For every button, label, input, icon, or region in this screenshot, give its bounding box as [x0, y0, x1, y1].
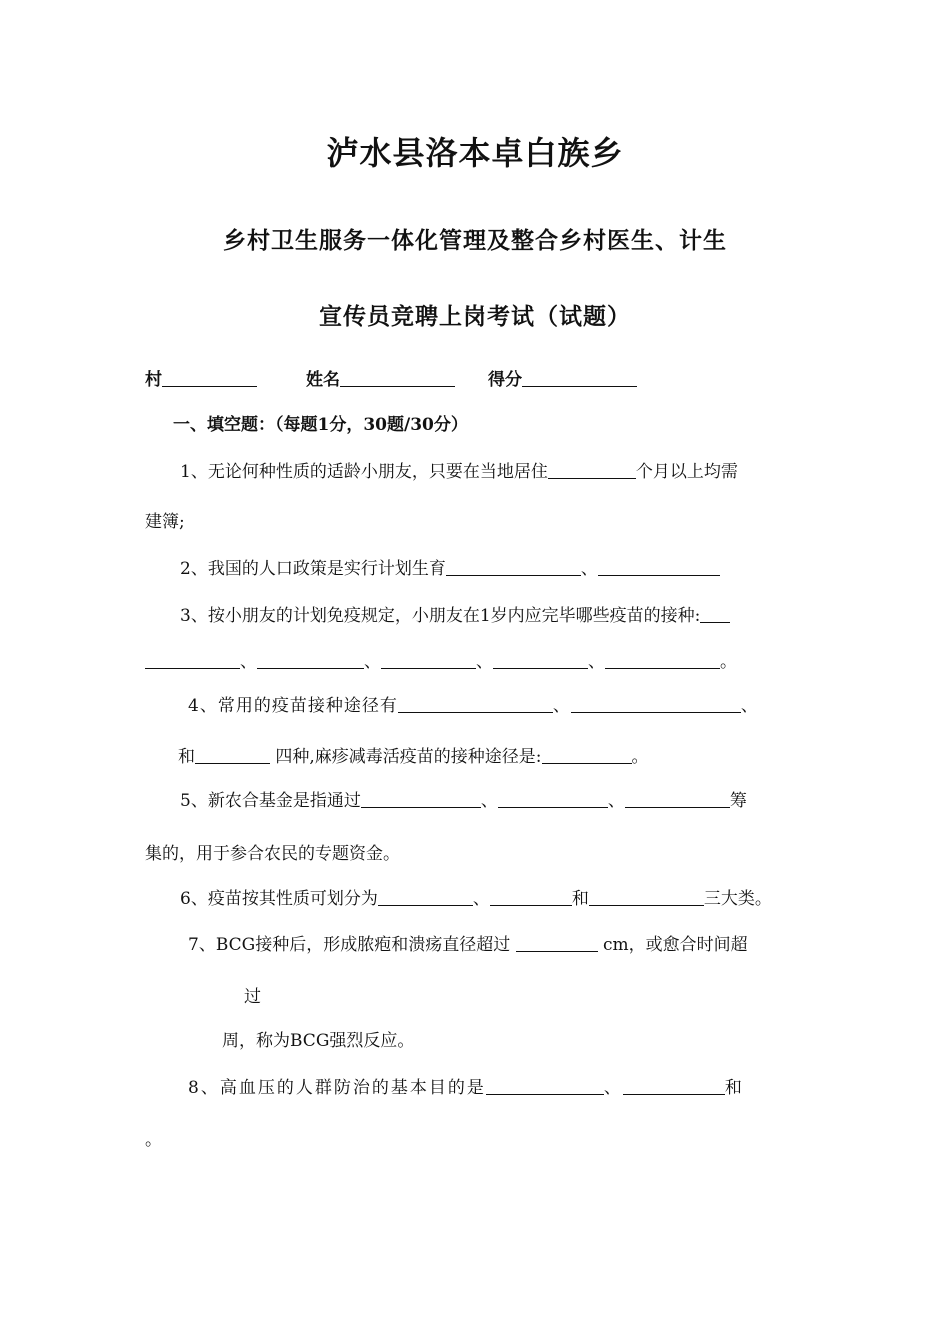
- village-blank[interactable]: [162, 368, 257, 387]
- answer-blank[interactable]: [195, 745, 270, 764]
- answer-blank[interactable]: [145, 650, 240, 669]
- document-title: 泸水县洛本卓白族乡: [326, 134, 624, 172]
- answer-blank[interactable]: [361, 789, 481, 808]
- score-blank[interactable]: [522, 368, 637, 387]
- question-3-cont: 、 、 、 、 。: [145, 650, 737, 674]
- answer-blank[interactable]: [378, 887, 473, 906]
- question-7: 7、BCG接种后，形成脓疱和溃疡直径超过 cm，或愈合时间超: [188, 935, 748, 955]
- answer-blank[interactable]: [486, 1076, 604, 1095]
- answer-blank[interactable]: [493, 650, 588, 669]
- name-label: 姓名: [306, 370, 340, 390]
- answer-blank[interactable]: [490, 887, 572, 906]
- question-5-cont: 集的，用于参合农民的专题资金。: [145, 844, 400, 864]
- question-5: 5、新农合基金是指通过 、 、 筹: [180, 791, 747, 811]
- answer-blank[interactable]: [700, 604, 730, 623]
- question-4: 4、常用的疫苗接种途径有 、 、: [188, 696, 759, 716]
- answer-blank[interactable]: [625, 789, 730, 808]
- answer-blank[interactable]: [598, 557, 720, 576]
- question-8: 8、高血压的人群防治的基本目的是 、 和: [188, 1078, 744, 1098]
- answer-blank[interactable]: [542, 745, 632, 764]
- answer-blank[interactable]: [605, 650, 720, 669]
- answer-blank[interactable]: [548, 460, 636, 479]
- answer-blank[interactable]: [446, 557, 581, 576]
- question-3: 3、按小朋友的计划免疫规定，小朋友在1岁内应完毕哪些疫苗的接种:: [180, 604, 730, 628]
- section-heading: 一、填空题：（每题1分，30题/30分）: [173, 415, 468, 435]
- document-subtitle-line1: 乡村卫生服务一体化管理及整合乡村医生、计生: [223, 227, 727, 254]
- question-7-cont2: 周，称为BCG强烈反应。: [222, 1031, 415, 1051]
- document-subtitle-line2: 宣传员竞聘上岗考试（试题）: [319, 303, 631, 330]
- name-field[interactable]: [306, 368, 455, 392]
- answer-blank[interactable]: [498, 789, 608, 808]
- question-7-cont: 过: [244, 987, 261, 1007]
- score-field[interactable]: [488, 368, 637, 392]
- question-1-cont: 建簿;: [145, 512, 185, 532]
- village-label: 村: [145, 370, 162, 390]
- question-8-cont: 。: [145, 1130, 162, 1150]
- name-blank[interactable]: [340, 368, 455, 387]
- answer-blank[interactable]: [623, 1076, 725, 1095]
- answer-blank[interactable]: [257, 650, 364, 669]
- answer-blank[interactable]: [398, 694, 553, 713]
- question-2: 2、我国的人口政策是实行计划生育 、: [180, 557, 720, 581]
- answer-blank[interactable]: [516, 933, 598, 952]
- question-4-cont: 和 四种,麻疹减毒活疫苗的接种途径是: 。: [178, 747, 649, 767]
- answer-blank[interactable]: [381, 650, 476, 669]
- village-field[interactable]: [145, 368, 257, 392]
- question-1: 1、无论何种性质的适龄小朋友，只要在当地居住 个月以上均需: [180, 462, 738, 482]
- score-label: 得分: [488, 370, 522, 390]
- answer-blank[interactable]: [589, 887, 704, 906]
- question-6: 6、疫苗按其性质可划分为 、 和 三大类。: [180, 889, 772, 909]
- answer-blank[interactable]: [571, 694, 741, 713]
